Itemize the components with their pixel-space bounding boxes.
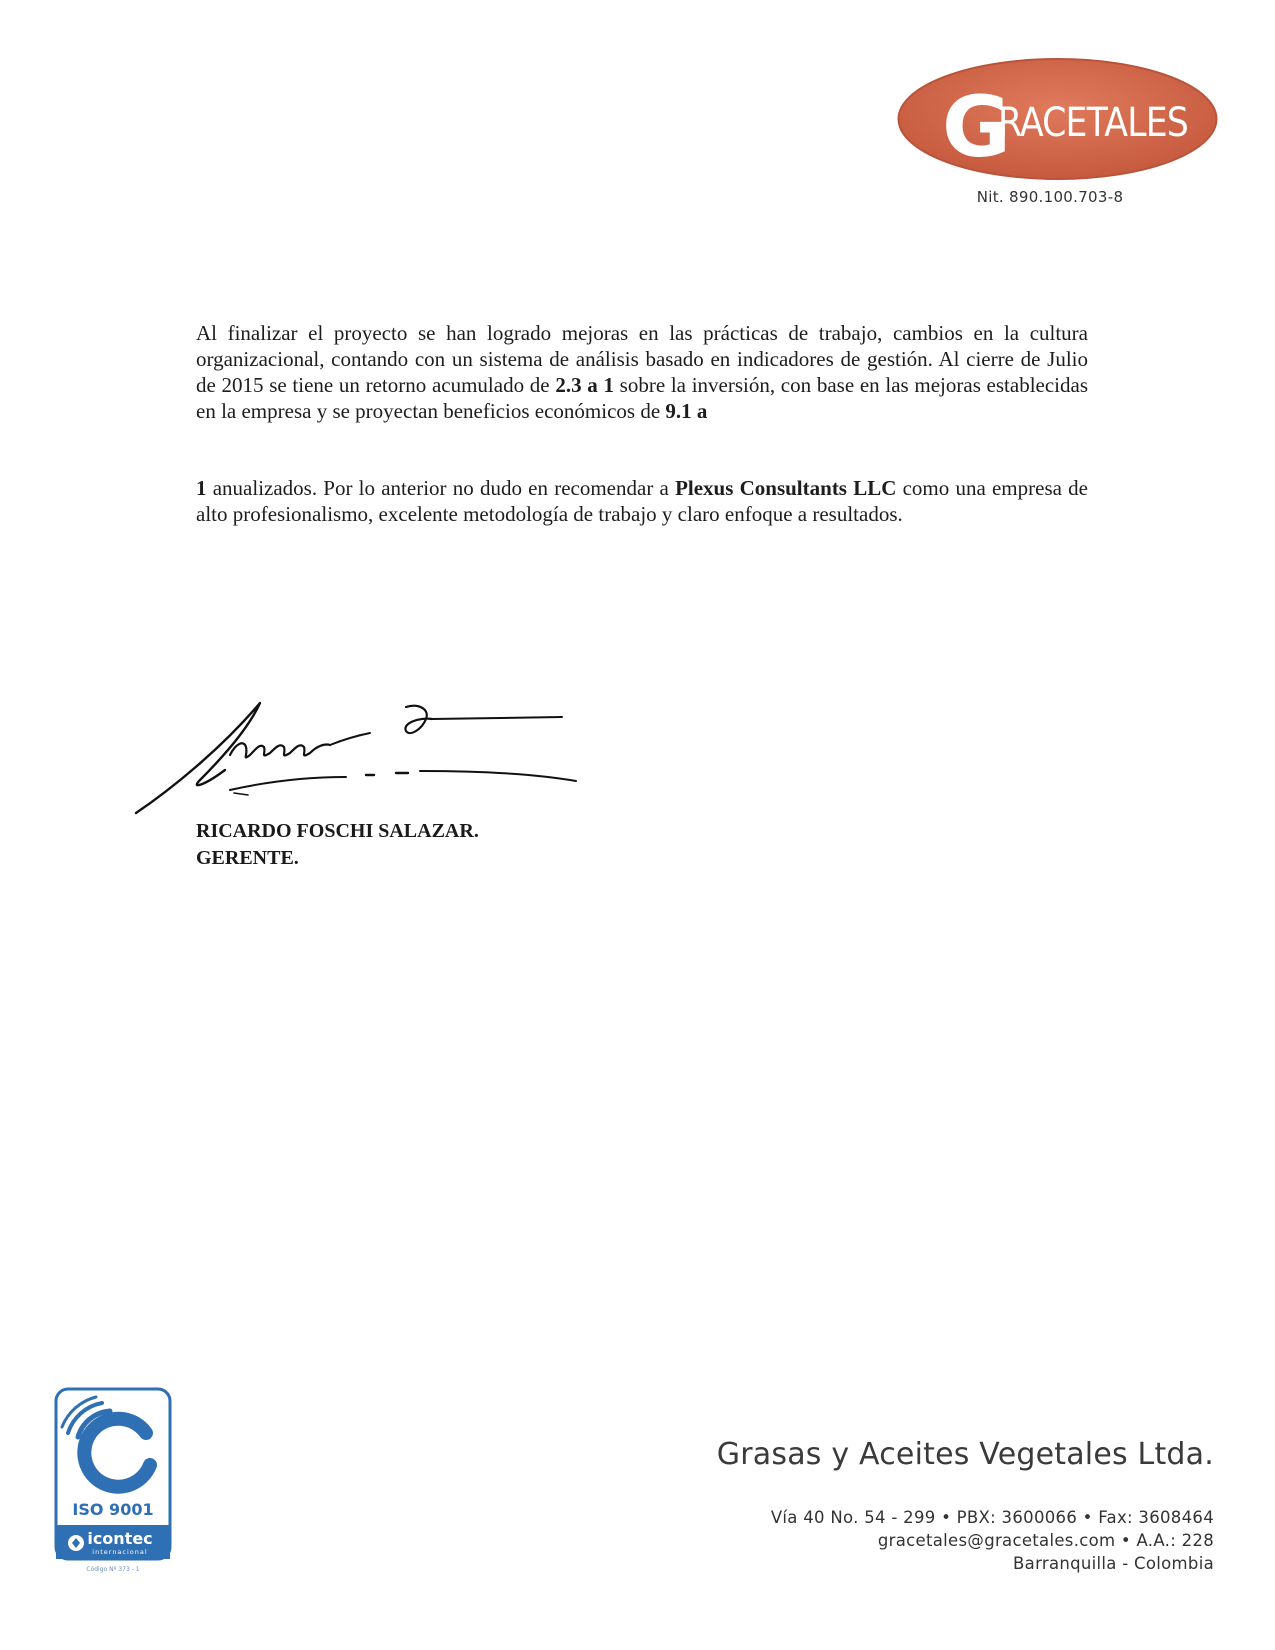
signer-block <box>196 818 479 872</box>
paragraph-1-text-a: Al finalizar el proyecto se han logrado mejoras en las prácticas de trabajo, cambios en la cultura organizacional, contando con un sistema de análisis basado en indicadores de gestión. Al cierre de Julio de 2015 se tiene un retorno acumulado de <box>196 321 1088 397</box>
body-paragraph-2 <box>196 475 1088 527</box>
company-city: Barranquilla - Colombia <box>1013 1554 1214 1573</box>
icontec-label: icontec <box>87 1529 153 1548</box>
company-nit: Nit. 890.100.703-8 <box>976 188 1124 206</box>
company-legal-name: Grasas y Aceites Vegetales Ltda. <box>716 1437 1214 1472</box>
signer-title: GERENTE. <box>196 847 299 869</box>
icontec-sub-label: internacional <box>92 1548 148 1556</box>
iso-9001-badge <box>54 1387 172 1575</box>
company-email: gracetales@gracetales.com • A.A.: 228 <box>877 1531 1214 1550</box>
body-paragraph-1 <box>196 320 1088 424</box>
certificate-code: Código Nº 373 - 1 <box>86 1566 140 1573</box>
paragraph-2-text-b: como una empresa de alto profesionalismo, excelente metodología de trabajo y claro enfoque a resultados. <box>196 476 1088 526</box>
gracetales-logo <box>896 56 1219 182</box>
paragraph-1-text-b: sobre la inversión, con base en las mejoras establecidas en la empresa y se proyectan beneficios económicos de <box>196 373 1089 423</box>
projected-benefit-value-cont: 1 <box>196 476 207 500</box>
handwritten-signature <box>130 695 610 820</box>
svg-text:G: G <box>942 78 1011 176</box>
recommended-company: Plexus Consultants LLC <box>675 476 897 500</box>
paragraph-2-text-a: anualizados. Por lo anterior no dudo en recomendar a <box>206 476 676 500</box>
signer-name: RICARDO FOSCHI SALAZAR. <box>196 820 479 842</box>
projected-benefit-value: 9.1 a <box>665 399 708 423</box>
company-address: Vía 40 No. 54 - 299 • PBX: 3600066 • Fax: 3608464 <box>770 1508 1214 1527</box>
icontec-mark-icon <box>68 1535 84 1551</box>
roi-value: 2.3 a 1 <box>555 373 614 397</box>
company-contact-block <box>771 1506 1214 1575</box>
svg-text:RACETALES: RACETALES <box>998 100 1188 146</box>
iso-standard-label: ISO 9001 <box>72 1500 154 1519</box>
